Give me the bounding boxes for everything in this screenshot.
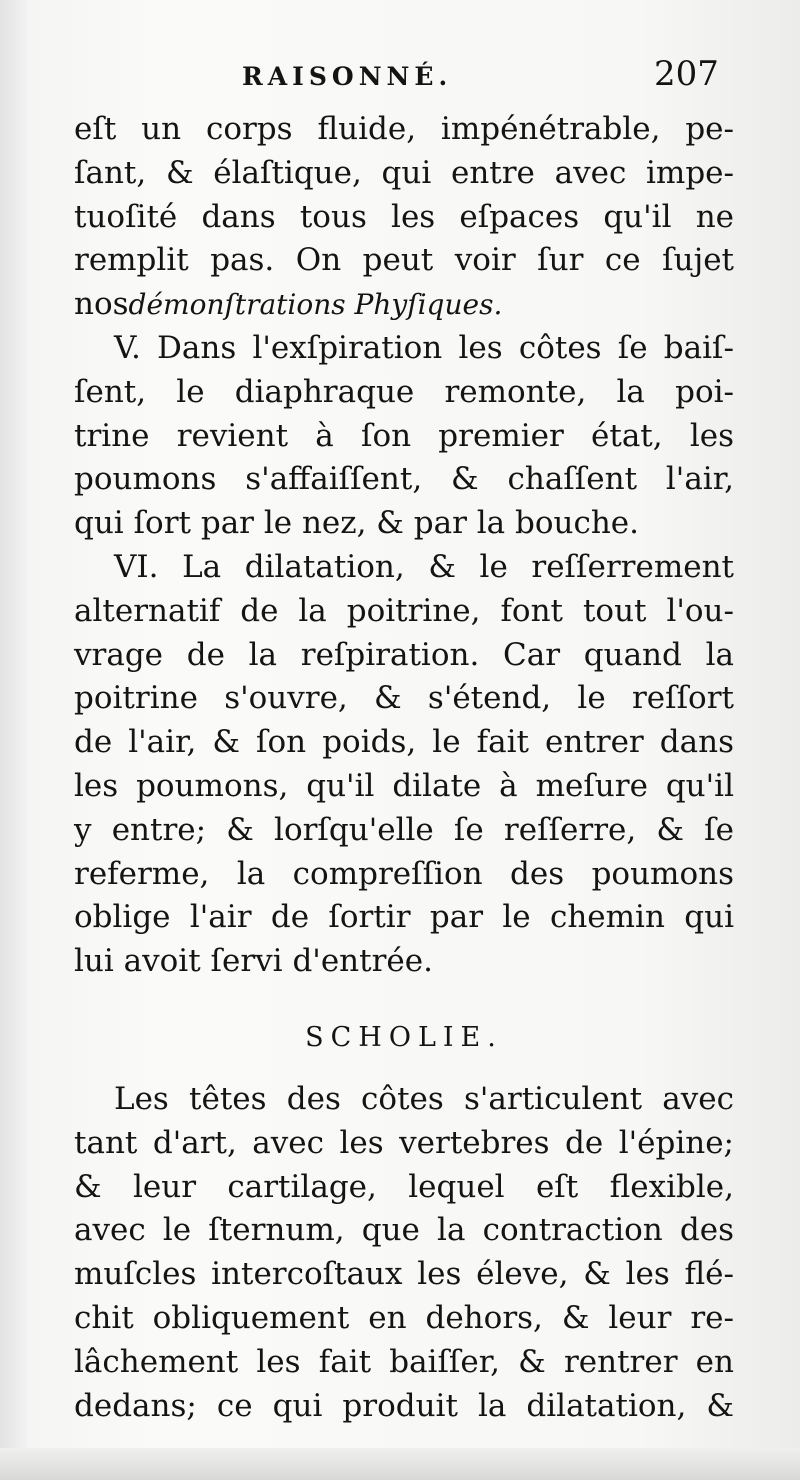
running-head: RAISONNÉ. [242,62,453,91]
text-line: dedans; ce qui produit la dilatation, & [74,1387,734,1424]
text-line: les poumons, qu'il dilate à meſure qu'il [74,767,734,804]
text-line: ſant, & élaſtique, qui entre avec impe- [74,154,734,191]
text-line: oblige l'air de ſortir par le chemin qui [74,899,734,936]
page-number: 207 [654,54,719,94]
paragraph-continuation [74,108,734,327]
text-line: ſent, le diaphraque remonte, la poi- [74,373,734,410]
text-line: poitrine s'ouvre, & s'étend, le reſſort [74,680,734,717]
paragraph-vi [74,546,734,984]
text-line: VI. La dilatation, & le reſſerrement [114,548,734,585]
text-line: qui ſort par le nez, & par la bouche. [74,505,640,542]
text-line: V. Dans l'exſpiration les côtes ſe baiſ- [114,329,734,366]
text-span: nos [74,286,129,323]
text-line: tuoſité dans tous les eſpaces qu'il ne [74,198,734,235]
text-line: lui avoit ſervi d'entrée. [74,943,433,980]
page-header [74,52,734,108]
text-line: remplit pas. On peut voir ſur ce ſujet [74,242,734,279]
text-line [74,283,734,327]
text-line: referme, la compreſſion des poumons [74,855,734,892]
text-line: y entre; & lorſqu'elle ſe reſſerre, & ſe [74,811,734,848]
section-heading: SCHOLIE. [305,1021,503,1053]
text-line: poumons s'affaiſſent, & chaſſent l'air, [74,461,734,498]
text-line: de l'air, & ſon poids, le fait entrer dans [74,724,734,761]
text-line: lâchement les fait baiſſer, & rentrer en [74,1343,734,1380]
text-line: trine revient à ſon premier état, les [74,417,734,454]
text-line: chit obliquement en dehors, & leur re- [74,1299,734,1336]
text-line: tant d'art, avec les vertebres de l'épine; [74,1124,734,1161]
italic-reference: démonſtrations Phyſiques. [128,288,503,322]
paragraph-scholie [74,1078,734,1428]
text-line: muſcles intercoſtaux les éleve, & les flé- [74,1256,734,1293]
paragraph-v [74,327,734,546]
page-bottom-edge [0,1448,800,1480]
page-gutter [0,0,28,1480]
page-text [74,52,734,1428]
text-line: eſt un corps fluide, impénétrable, pe- [74,111,734,147]
text-line: alternatif de la poitrine, font tout l'ou- [74,592,734,629]
text-line: avec le ſternum, que la contraction des [74,1212,734,1249]
text-line: Les têtes des côtes s'articulent avec [114,1080,734,1117]
text-line: & leur cartilage, lequel eſt flexible, [74,1168,734,1205]
text-line: vrage de la reſpiration. Car quand la [74,636,734,673]
